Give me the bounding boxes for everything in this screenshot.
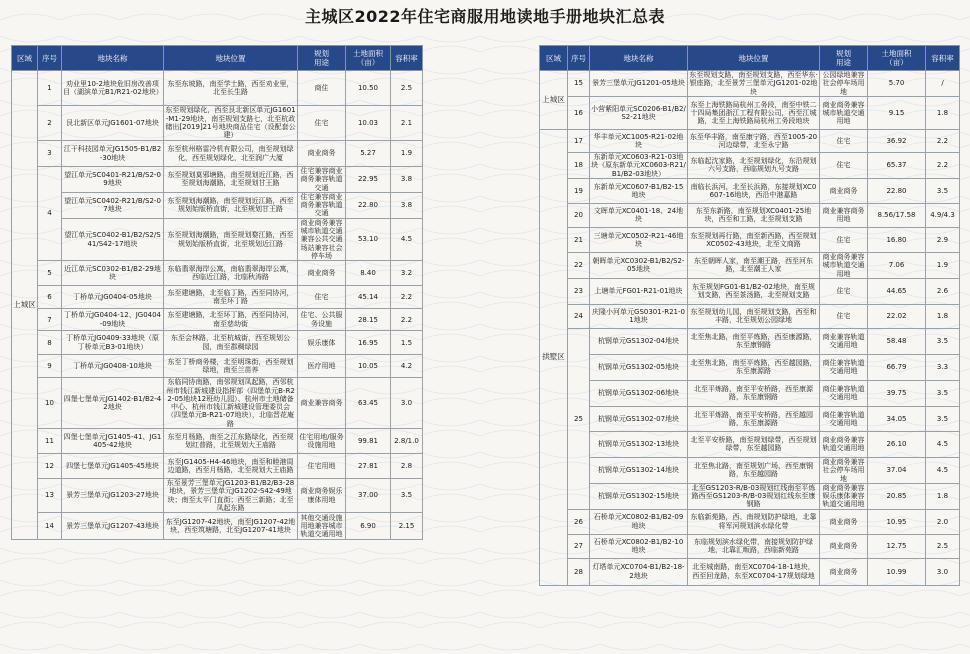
plot-area: 27.81: [346, 454, 391, 479]
plot-area: 39.75: [868, 380, 926, 406]
plot-area: 16.80: [868, 227, 926, 252]
plot-name: 景芳三堡单元JG1203-27地块: [62, 479, 164, 513]
plot-far: /: [926, 71, 960, 97]
row-number: 26: [568, 509, 590, 534]
table-row: [12, 479, 423, 513]
plot-area: 28.15: [346, 309, 391, 331]
plot-location: 东至规划再行路，南至新西路，西至规划XC0502-43地块，北至文商路: [688, 227, 820, 252]
plot-use: 商业兼容轨道交通用地: [820, 328, 868, 354]
table-row: [12, 378, 423, 429]
plot-area: 65.37: [868, 153, 926, 179]
plot-area: 37.04: [868, 457, 926, 483]
plot-name: 四堡七堡单元JG1405-45地块: [62, 454, 164, 479]
plot-far: 2.0: [926, 509, 960, 534]
plot-name: 杭钢单元GS1302-13地块: [590, 431, 688, 457]
plot-name: 灯塔单元XC0704-B1/B2-18-2地块: [590, 558, 688, 585]
plot-name: 丁桥单元JG0408-10地块: [62, 355, 164, 378]
plot-area: 44.65: [868, 278, 926, 304]
table-row: [12, 218, 423, 260]
table-row: [540, 406, 960, 431]
table-row: [540, 558, 960, 585]
plot-use: 公园绿地兼容社会停车场用地: [820, 71, 868, 97]
table-row: [12, 261, 423, 286]
plot-use: 商业商务兼容轨道交通用地: [820, 431, 868, 457]
plot-name: 朝晖单元XC0302-B1/B2/S2-05地块: [590, 252, 688, 278]
table-row: [540, 534, 960, 558]
plot-area: 10.99: [868, 558, 926, 585]
plot-location: 东至规划莫邪塘路，南至规划近江路，西至规划海潮路，北至规划甘王路: [164, 167, 298, 193]
plot-use: 医疗用地: [298, 355, 346, 378]
plot-area: 22.95: [346, 167, 391, 193]
plot-location: 东至会林路，北至杭城街，西至规划公园，南至郡稠绿园: [164, 331, 298, 355]
plot-location: 东至规划海潮路，南至规划近江路，西至规划始版桥直街，北至规划甘王路: [164, 192, 298, 218]
header-row: [540, 46, 960, 71]
plot-use: 商业商务娱乐康体用地: [298, 479, 346, 513]
table-row: [12, 141, 423, 167]
row-number: 12: [38, 454, 62, 479]
plot-location: 东至杭州格雷冷机有限公司，南至规划绿化，西至规划绿化，北至润广大厦: [164, 141, 298, 167]
plot-name: 劝业里10-2地块危旧房改善项目（湖滨单元B1/R21-02地块）: [62, 71, 164, 106]
plot-far: 3.5: [926, 178, 960, 203]
plot-use: 商业商务: [298, 141, 346, 167]
plot-area: 7.06: [868, 252, 926, 278]
plot-location: 东至上海铁路局杭州工务段，南至中铁二十四局集团浙江工程有限公司，西至江城路，北至上海铁路局杭州工务段地块: [688, 97, 820, 130]
plot-use: 住宅: [820, 278, 868, 304]
plot-location: 南临长浜河，北至长浜路，东接规划XC0607-16地块，西沿中港嘉路: [688, 178, 820, 203]
plot-use: 商业商务: [820, 558, 868, 585]
header-no: 序号: [38, 46, 62, 71]
plot-location: 东至规划绿化，西至艮北新区单元JG1601-M1-29地块，南至规划支路七，北至杭政储出[2019]21号地块商品住宅（设配套公建）: [165, 106, 296, 140]
plot-use: 商住兼容轨道交通用地: [820, 380, 868, 406]
plot-name: 杭钢单元GS1302-07地块: [590, 406, 688, 431]
row-number: 27: [568, 534, 590, 558]
table-row: [540, 178, 960, 203]
plot-name: 江干科技园单元JG1505-B1/B2-30地块: [62, 141, 164, 167]
plot-location: 东至景芳三堡单元JG1203-B1/B2/B3-28地块，景芳三堡单元JG1202-S42-49地块；南至太平门直街；西至三新路；北至凤起东路: [164, 479, 298, 513]
table-row: [540, 252, 960, 278]
table-row: [540, 509, 960, 534]
row-number: 16: [568, 97, 590, 130]
plot-far: 3.8: [391, 192, 423, 218]
plot-use: 商业商务兼容娱乐康体兼容轨道交通用地: [820, 483, 868, 509]
table-row: [12, 309, 423, 331]
table-row: [540, 354, 960, 380]
table-row: [540, 130, 960, 153]
row-number: 4: [38, 167, 62, 261]
plot-area: 26.10: [868, 431, 926, 457]
plot-use: 住宅: [820, 227, 868, 252]
table-row: [12, 331, 423, 355]
plot-use: 住宅: [298, 286, 346, 309]
plot-name: 东新单元XC0607-B1/B2-15地块: [590, 178, 688, 203]
background-wave-line: [0, 36, 970, 42]
plot-area: 34.05: [868, 406, 926, 431]
plot-name: 杭钢单元GS1302-05地块: [590, 354, 688, 380]
plot-area: 8.40: [346, 261, 391, 286]
plot-name: 华丰单元XC1005-R21-02地块: [590, 130, 688, 153]
plot-location: 东至建塘路，北至环丁路，西至同协河，南至慈幼街: [164, 309, 298, 331]
table-row: [12, 106, 423, 141]
plot-name: 望江单元SC0402-B1/B2/S2/S41/S42-17地块: [62, 218, 164, 260]
table-row: [540, 304, 960, 328]
plot-area: 6.90: [346, 513, 391, 540]
background-wave-line: [0, 644, 970, 650]
header-location: 地块位置: [688, 46, 820, 71]
plot-name: 杭钢单元GS1302-14地块: [590, 457, 688, 483]
plot-area: 66.79: [868, 354, 926, 380]
row-number: 24: [568, 304, 590, 328]
plot-location: 北至城南路，南至XC0704-18-1地块，西至回龙路，东至XC0704-17规划绿地: [688, 558, 820, 585]
header-row: [12, 46, 423, 71]
plot-location: 东至规划幼儿园，南至规划支路，西至和丰路，北至规划公园绿地: [688, 304, 820, 328]
table-row: [540, 380, 960, 406]
region-cell: 上城区: [12, 71, 38, 540]
table-row: [12, 513, 423, 540]
row-number: 21: [568, 227, 590, 252]
row-number: 1: [38, 71, 62, 106]
plot-far: 1.9: [391, 141, 423, 167]
plot-far: 4.5: [926, 431, 960, 457]
plot-name: 景芳三堡单元JG1207-43地块: [62, 513, 164, 540]
plot-location: 东至JG1405-H4-46地块，南至和睦港周边道路，西至月杨路，北至规划大王庙路: [164, 454, 298, 479]
right-table: [539, 45, 960, 586]
plot-far: 2.8/1.0: [391, 429, 423, 454]
plot-far: 2.9: [926, 227, 960, 252]
plot-area: 9.15: [868, 97, 926, 130]
plot-area: 53.10: [346, 218, 391, 260]
plot-use: 商业商务兼容城市轨道交通兼容公共交通场站兼容社会停车场: [298, 218, 346, 260]
table-row: [540, 227, 960, 252]
plot-far: 3.5: [926, 380, 960, 406]
plot-area: 22.80: [346, 192, 391, 218]
plot-name: 杭钢单元GS1302-04地块: [590, 328, 688, 354]
plot-location: 东至东新路，南至规划XC0401-25地块，西至和工路，北至规划支路: [688, 203, 820, 227]
plot-area: 20.85: [868, 483, 926, 509]
plot-use: 商业兼容商务: [298, 378, 346, 429]
plot-use: 商业商务: [820, 509, 868, 534]
plot-area: 10.05: [346, 355, 391, 378]
plot-use: 商住: [298, 71, 346, 106]
table-row: [12, 355, 423, 378]
row-number: 11: [38, 429, 62, 454]
plot-area: 5.70: [868, 71, 926, 97]
plot-far: 3.5: [926, 328, 960, 354]
plot-location: 东临规划滨水绿化带，南接规划防护绿地，北靠汇畈路，西临新苑路: [688, 534, 820, 558]
plot-name: 四堡七堡单元JG1402-B1/B2-42地块: [62, 378, 164, 429]
plot-location: 东临起沈家路，北至规划绿化，东沿规划六号支路，西临规划九号支路: [688, 153, 820, 179]
plot-name: 丁桥单元JG0404-05地块: [62, 286, 164, 309]
row-number: 7: [38, 309, 62, 331]
row-number: 22: [568, 252, 590, 278]
row-number: 3: [38, 141, 62, 167]
row-number: 19: [568, 178, 590, 203]
table-row: [540, 483, 960, 509]
plot-use: 住宅用地/服务设施用地: [298, 429, 346, 454]
plot-location: 北至焦北路，南至平炼路，西至越园路，东至康源路: [688, 354, 820, 380]
plot-far: 2.2: [391, 309, 423, 331]
row-number: 14: [38, 513, 62, 540]
plot-area: 16.95: [346, 331, 391, 355]
plot-area: 37.00: [346, 479, 391, 513]
table-row: [12, 429, 423, 454]
header-name: 地块名称: [590, 46, 688, 71]
plot-use: 住宅: [820, 130, 868, 153]
plot-far: 2.2: [926, 130, 960, 153]
plot-name: 艮北新区单元JG1601-07地块: [62, 106, 164, 141]
table-row: [12, 192, 423, 218]
table-row: [12, 286, 423, 309]
row-number: 10: [38, 378, 62, 429]
plot-name: 景芳三堡单元JG1201-05地块: [590, 71, 688, 97]
plot-location: 北至焦北路，南至平炼路，西至康源路，东至康钢路: [688, 328, 820, 354]
plot-location: 东至华丰路，南至康宁路，西至1005-20河边绿带，北至永宁路: [688, 130, 820, 153]
plot-far: 2.1: [391, 106, 423, 141]
plot-area: 8.56/17.58: [868, 203, 926, 227]
header-area: 土地面积 （亩）: [868, 46, 926, 71]
plot-far: 1.8: [926, 97, 960, 130]
plot-location: 东至JG1207-42地块，南至JG1207-42地块，西至筑塘路，北至JG1207-41地块: [164, 513, 298, 540]
plot-location: 北至焦北路，南至规划广场，西至康钢路，东至越园路: [688, 457, 820, 483]
plot-use: 其他交通设施用地兼容城市轨道交通用地: [298, 513, 346, 540]
row-number: 28: [568, 558, 590, 585]
plot-far: 3.2: [391, 261, 423, 286]
plot-name: 望江单元SC0402-R21/B/S2-07地块: [62, 192, 164, 218]
plot-location: 东至朝晖人家，南至潮王路，西至河东路，北至潮王人家: [688, 252, 820, 278]
plot-use: 住宅用地: [298, 454, 346, 479]
plot-far: 4.5: [926, 457, 960, 483]
plot-name: 文晖单元XC0401-18、24地块: [590, 203, 688, 227]
row-number: 25: [568, 328, 590, 509]
plot-location: 东至月杨路，南至之江东路绿化，西至规划红普路，北至规划大王庙路: [164, 429, 298, 454]
plot-name: 近江单元SC0302-B1/B2-29地块: [62, 261, 164, 286]
table-row: [540, 457, 960, 483]
plot-far: 3.8: [391, 167, 423, 193]
plot-area: 22.02: [868, 304, 926, 328]
plot-use: 商住兼容轨道交通用地: [820, 354, 868, 380]
plot-far: 1.9: [926, 252, 960, 278]
header-name: 地块名称: [62, 46, 164, 71]
plot-far: 3.0: [926, 558, 960, 585]
plot-name: 庆隆小河单元GS0301-R21-01地块: [590, 304, 688, 328]
plot-use: 商住兼容轨道交通用地: [820, 406, 868, 431]
plot-far: 1.8: [926, 483, 960, 509]
plot-far: 2.6: [926, 278, 960, 304]
plot-location: 东至规划FG01-B1/B2-02地块，南至规划支路，西至茶汤路，北至规划支路: [688, 278, 820, 304]
table-row: [12, 167, 423, 193]
plot-use: 住宅兼容商业商务兼容轨道交通: [298, 192, 346, 218]
plot-far: 1.8: [926, 304, 960, 328]
plot-far: 2.8: [391, 454, 423, 479]
plot-location: 东至规划海潮路，南至规划婺江路，西至规划始版桥直街，北至规划近江路: [164, 218, 298, 260]
plot-name: 小营紫阳单元SC0206-B1/B2/S2-21地块: [590, 97, 688, 130]
plot-name: 丁桥单元JG0409-33地块（原丁桥单元B3-01地块）: [62, 331, 164, 355]
plot-far: 4.2: [391, 355, 423, 378]
header-region: 区域: [12, 46, 38, 71]
plot-name: 杭钢单元GS1302-06地块: [590, 380, 688, 406]
plot-far: 2.2: [926, 153, 960, 179]
plot-use: 住宅: [298, 106, 346, 141]
plot-area: 10.50: [346, 71, 391, 106]
plot-name: 三塘单元XC0502-R21-46地块: [590, 227, 688, 252]
header-far: 容积率: [391, 46, 423, 71]
plot-use: 娱乐康体: [298, 331, 346, 355]
plot-far: 1.5: [391, 331, 423, 355]
plot-area: 12.75: [868, 534, 926, 558]
plot-use: 商业商务: [820, 534, 868, 558]
row-number: 15: [568, 71, 590, 97]
plot-use: 商业兼容商务用地: [820, 203, 868, 227]
plot-use: 商业商务兼容城市轨道交通用地: [820, 97, 868, 130]
plot-location: 东至丁桥商务楼，北至明珠街，西至规划绿地，南至兰苗养: [164, 355, 298, 378]
row-number: 18: [568, 153, 590, 179]
row-number: 23: [568, 278, 590, 304]
header-use: 规划 用途: [298, 46, 346, 71]
plot-location: 东至东坡路，南至学士路，西至劝业里，北至长生路: [164, 71, 298, 106]
plot-name: 四堡七堡单元JG1405-41、JG1405-42地块: [62, 429, 164, 454]
plot-use: 商业商务: [820, 178, 868, 203]
plot-name: 望江单元SC0401-R21/B/S2-09地块: [62, 167, 164, 193]
plot-location: 北至平炼路，南至平安桥路，西至越园路，东至康源路: [688, 406, 820, 431]
plot-name: 东新单元XC0603-R21-03地块（原东新单元XC0603-R21/B1/B2-03地块）: [591, 153, 686, 178]
page-title: 主城区2022年住宅商服用地读地手册地块汇总表: [304, 7, 666, 26]
row-number: 8: [38, 331, 62, 355]
plot-far: 4.9/4.3: [926, 203, 960, 227]
row-number: 13: [38, 479, 62, 513]
table-row: [12, 71, 423, 106]
plot-area: 22.80: [868, 178, 926, 203]
plot-far: 2.15: [391, 513, 423, 540]
plot-area: 5.27: [346, 141, 391, 167]
row-number: 5: [38, 261, 62, 286]
header-no: 序号: [568, 46, 590, 71]
plot-area: 58.48: [868, 328, 926, 354]
plot-location: 东临新苑路，西、南规划防护绿地，北靠将军河规划滨水绿化带: [688, 509, 820, 534]
plot-name: 上塘单元FG01-R21-01地块: [590, 278, 688, 304]
region-cell: 上城区: [540, 71, 568, 130]
plot-far: 2.2: [391, 286, 423, 309]
plot-location: 东至规划支路，南至规划支路，西至华东·银座路，北至景芳三堡单元JG1201-02地块: [689, 71, 818, 96]
plot-far: 3.5: [391, 479, 423, 513]
table-row: [540, 203, 960, 227]
plot-area: 36.92: [868, 130, 926, 153]
plot-use: 商业商务兼容社会停车场用地: [820, 457, 868, 483]
header-use: 规划 用途: [820, 46, 868, 71]
left-table: [11, 45, 423, 540]
table-row: [540, 278, 960, 304]
plot-name: 石桥单元XC0802-B1/B2-10地块: [590, 534, 688, 558]
plot-area: 99.81: [346, 429, 391, 454]
plot-location: 东至建塘路，北至临丁路，西至同协河，南至环丁路: [164, 286, 298, 309]
row-number: 20: [568, 203, 590, 227]
row-number: 2: [38, 106, 62, 141]
plot-use: 住宅: [820, 153, 868, 179]
plot-use: 住宅兼容商业商务兼容轨道交通: [298, 167, 346, 193]
header-far: 容积率: [926, 46, 960, 71]
plot-far: 3.3: [926, 354, 960, 380]
plot-use: 住宅、公共服务设施: [298, 309, 346, 331]
plot-location: 北至平安桥路，南至规划绿带，西至规划绿带，东至越园路: [688, 431, 820, 457]
table-row: [540, 71, 960, 97]
row-number: 6: [38, 286, 62, 309]
plot-far: 4.5: [391, 218, 423, 260]
plot-name: 石桥单元XC0802-B1/B2-09地块: [590, 509, 688, 534]
row-number: 9: [38, 355, 62, 378]
header-location: 地块位置: [164, 46, 298, 71]
region-cell: 拱墅区: [540, 130, 568, 586]
plot-use: 商业商务兼容城市轨道交通用地: [820, 252, 868, 278]
table-row: [540, 328, 960, 354]
background-wave-line: [0, 612, 970, 618]
plot-area: 45.14: [346, 286, 391, 309]
table-row: [540, 153, 960, 179]
plot-use: 商业商务: [298, 261, 346, 286]
header-region: 区域: [540, 46, 568, 71]
plot-name: 丁桥单元JG0404-12、JG0404-09地块: [62, 309, 164, 331]
plot-area: 10.95: [868, 509, 926, 534]
plot-far: 2.5: [391, 71, 423, 106]
table-row: [540, 97, 960, 130]
plot-location: 北至GS1203-R/B-03规划红线南至平炼路西至GS1203-R/B-03规划红线东至康钢路: [688, 483, 820, 509]
plot-area: 10.03: [346, 106, 391, 141]
plot-location: 北至平炼路，南至平安桥路，西至康源路，东至康钢路: [688, 380, 820, 406]
table-row: [540, 431, 960, 457]
plot-use: 住宅: [820, 304, 868, 328]
background-wave-line: [0, 590, 970, 596]
plot-area: 63.45: [346, 378, 391, 429]
plot-far: 3.5: [926, 406, 960, 431]
plot-location: 东临翡翠海岸公寓，南临翡翠海岸公寓，西临近江路，北临秋涛路: [164, 261, 298, 286]
plot-far: 3.0: [391, 378, 423, 429]
plot-far: 2.5: [926, 534, 960, 558]
background-wave-line: [0, 622, 970, 628]
table-row: [12, 454, 423, 479]
plot-name: 杭钢单元GS1302-15地块: [590, 483, 688, 509]
row-number: 17: [568, 130, 590, 153]
plot-location: 东临同协南路，南邻规划凤起路，西邻杭州市钱江新城建设指挥部（四堡单元B-R22-05地块12班幼儿园）、杭州市土地储备中心、杭州市钱江新城建设管理委员会（四堡单元B-R21-07地块），北临晋花庵路: [164, 378, 298, 429]
header-area: 土地面积 （亩）: [346, 46, 391, 71]
